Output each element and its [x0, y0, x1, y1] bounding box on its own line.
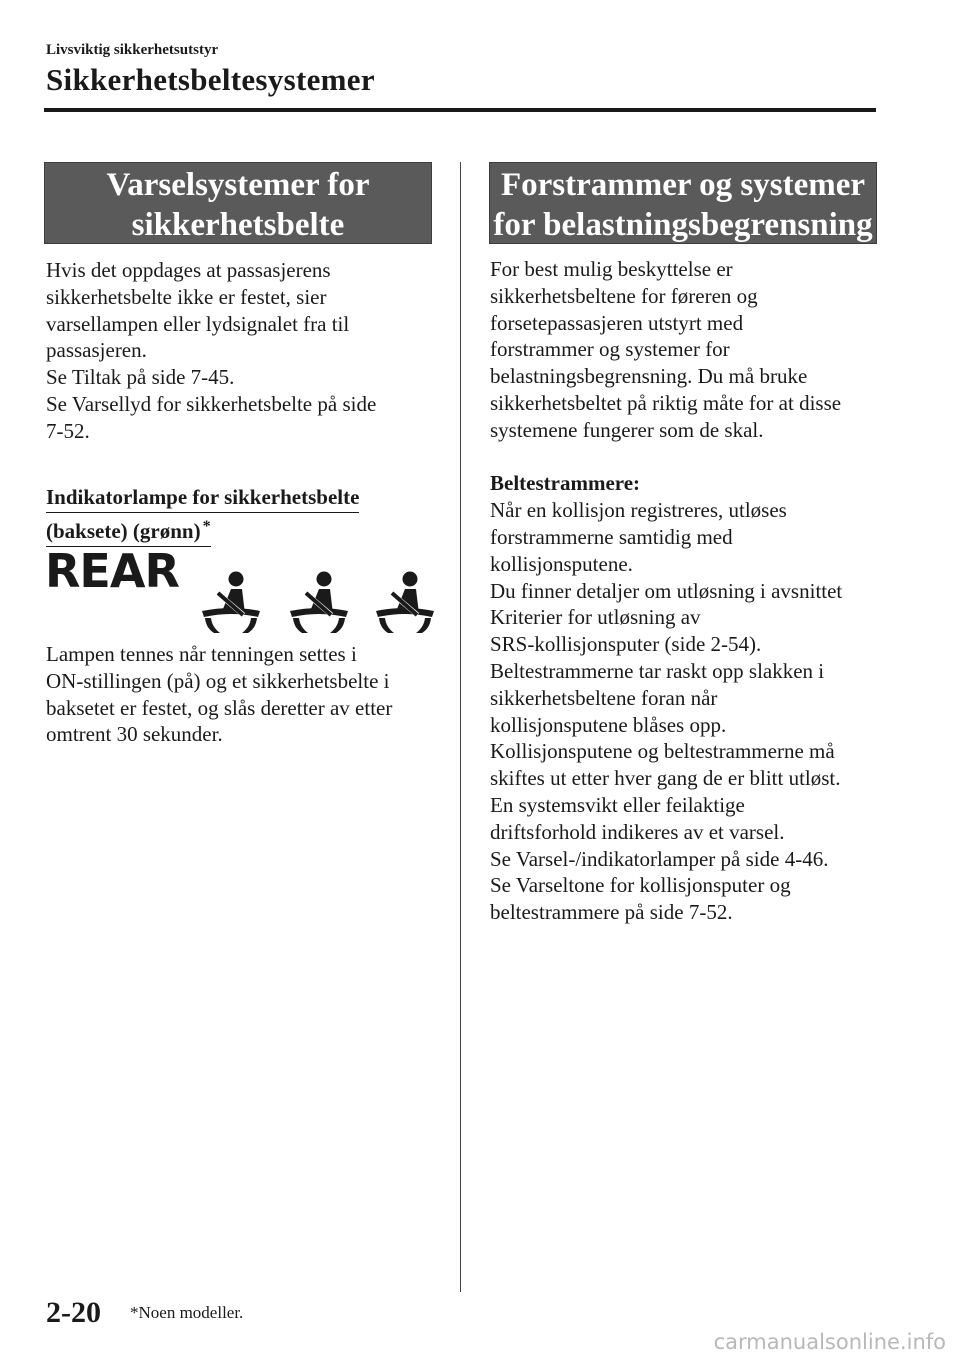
text-line: En systemsvikt eller feilaktige — [490, 792, 745, 817]
section-label: Livsviktig sikkerhetsutstyr — [46, 42, 219, 58]
text-line: systemene fungerer som de skal. — [490, 417, 764, 442]
warning-paragraph — [46, 257, 446, 445]
pretensioner-subheading: Beltestrammere: — [490, 471, 641, 496]
text-line: Hvis det oppdages at passasjerens — [46, 258, 331, 282]
text-line: driftsforhold indikeres av et varsel. — [490, 819, 785, 844]
text-line: sikkerhetsbeltene foran når — [490, 685, 718, 710]
text-line: Se Varseltone for kollisjonsputer og — [490, 873, 791, 898]
banner-line: for belastningsbegrensning — [493, 207, 873, 243]
text-line: Beltestrammerne tar raskt opp slakken i — [490, 658, 825, 683]
text-line: skiftes ut etter hver gang de er blitt utløst. — [490, 766, 841, 791]
indicator-subheading — [46, 484, 359, 547]
column-divider — [460, 162, 461, 1292]
text-line: sikkerhetsbelte ikke er festet, sier — [46, 284, 327, 309]
text-line: 7-52. — [46, 418, 90, 443]
text-line: Når en kollisjon registreres, utløses — [490, 498, 787, 523]
banner-line: Forstrammer og systemer — [500, 167, 866, 203]
text-line: Se Varsellyd for sikkerhetsbelte på side — [46, 391, 377, 416]
footnote: *Noen modeller. — [130, 1303, 244, 1322]
text-line: Lampen tennes når tenningen settes i — [46, 642, 357, 666]
text-line: Se Varsel-/indikatorlamper på side 4-46. — [490, 846, 829, 871]
text-line: Kriterier for utløsning av — [490, 605, 701, 630]
seatbelt-icon — [284, 570, 354, 636]
text-line: SRS-kollisjonsputer (side 2-54). — [490, 632, 762, 657]
page-title: Sikkerhetsbeltesystemer — [46, 62, 375, 97]
rear-indicator-label: REAR — [45, 544, 179, 598]
text-line: Kollisjonsputene og beltestrammerne må — [490, 739, 835, 764]
text-line: forsetepassasjeren utstyrt med — [490, 310, 744, 335]
text-line: forstrammerne samtidig med — [490, 524, 733, 549]
text-line: Du finner detaljer om utløsning i avsnittet — [490, 578, 843, 603]
pretensioner-text — [490, 256, 880, 926]
text-line: kollisjonsputene blåses opp. — [490, 712, 727, 737]
text-line: Se Tiltak på side 7-45. — [46, 365, 235, 390]
subheading-line: (baksete) (grønn) — [46, 519, 201, 543]
seatbelt-icon — [370, 570, 440, 636]
text-line: sikkerhetsbeltene for føreren og — [490, 283, 758, 308]
text-line: sikkerhetsbeltet på riktig måte for at disse — [490, 390, 842, 415]
banner-warning-systems — [44, 162, 432, 244]
watermark: carmanualsonline.info — [713, 1330, 946, 1354]
banner-line: Varselsystemer for — [106, 167, 370, 203]
banner-pretensioner — [489, 162, 877, 244]
page-number: 2-20 — [46, 1296, 101, 1329]
text-line: passasjeren. — [46, 338, 147, 363]
heading-rule — [44, 108, 876, 112]
text-line: belastningsbegrensning. Du må bruke — [490, 364, 808, 389]
seatbelt-icon — [196, 570, 266, 636]
text-line: baksetet er festet, og slås deretter av etter — [46, 695, 393, 720]
text-line: omtrent 30 sekunder. — [46, 722, 223, 747]
text-line: For best mulig beskyttelse er — [490, 257, 733, 281]
subheading-line: Indikatorlampe for sikkerhetsbelte — [46, 484, 359, 513]
text-line: varsellampen eller lydsignalet fra til — [46, 311, 350, 336]
text-line: kollisjonsputene. — [490, 551, 633, 576]
text-line: ON-stillingen (på) og et sikkerhetsbelte i — [46, 668, 390, 693]
text-line: forstrammer og systemer for — [490, 337, 730, 362]
footnote-marker: * — [202, 518, 211, 535]
text-line: beltestrammere på side 7-52. — [490, 900, 733, 925]
indicator-paragraph — [46, 641, 446, 748]
banner-line: sikkerhetsbelte — [131, 207, 345, 243]
